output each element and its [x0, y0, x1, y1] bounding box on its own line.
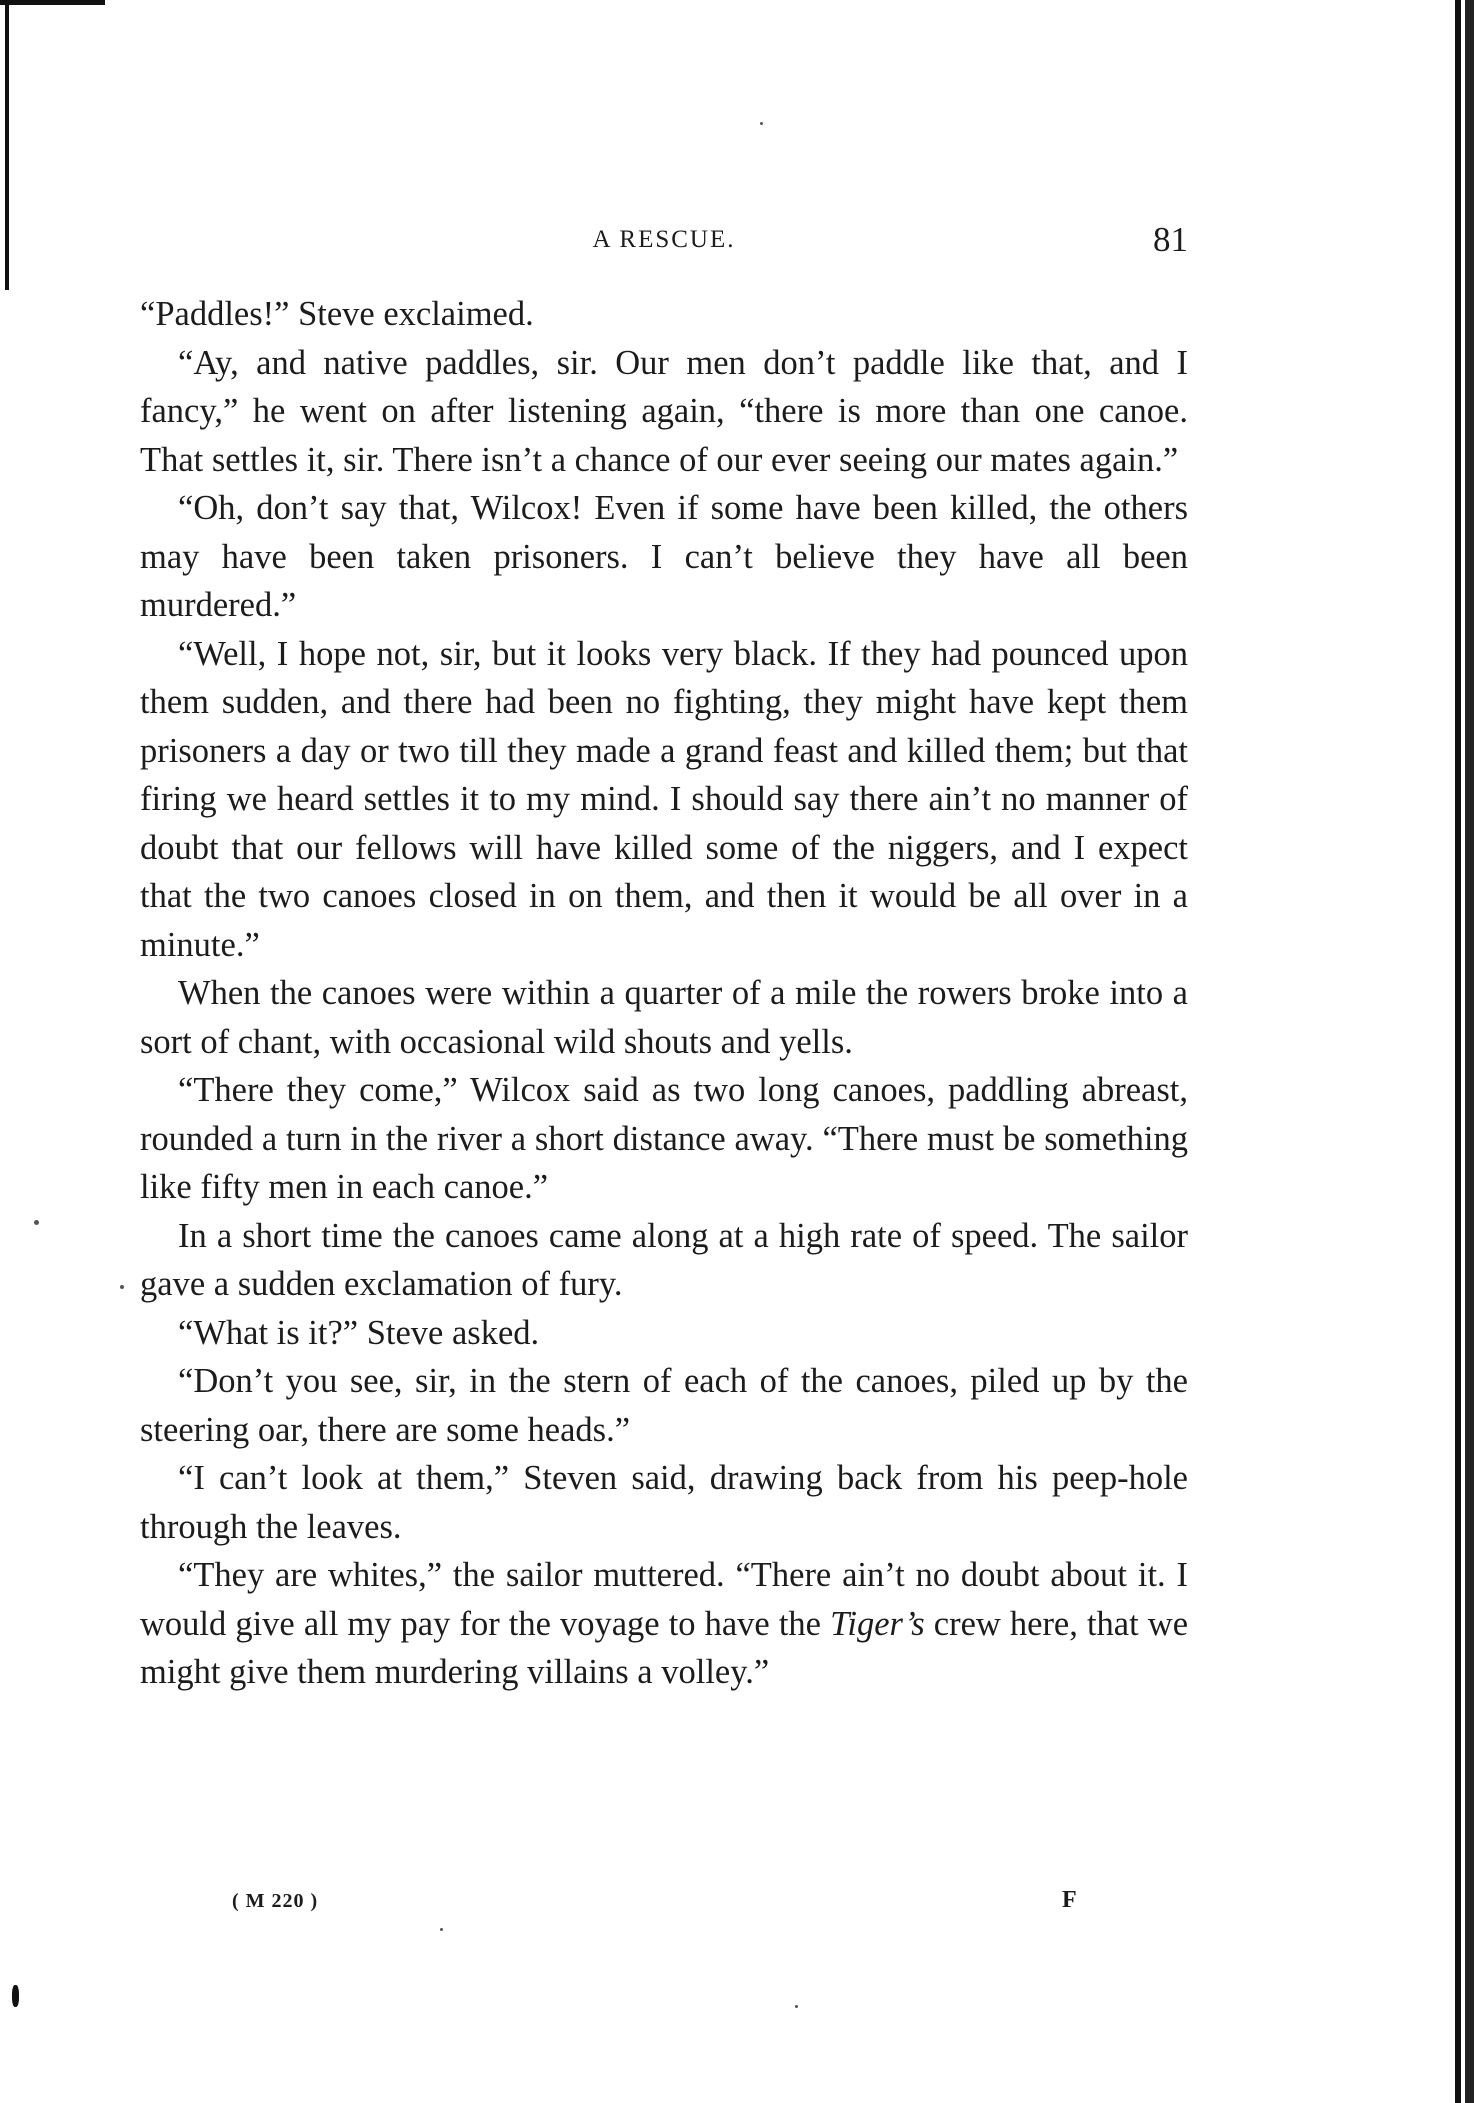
scan-speck	[34, 1220, 39, 1225]
body-text	[140, 290, 1188, 1697]
scan-border-right	[1452, 0, 1474, 2103]
ship-name: Tiger’s	[830, 1604, 925, 1643]
running-title: A RESCUE.	[592, 226, 736, 253]
scan-border-top	[0, 0, 105, 5]
scan-speck	[440, 1928, 443, 1931]
paragraph-last	[140, 1551, 1188, 1697]
page-number: 81	[1153, 220, 1188, 259]
paragraph: “What is it?” Steve asked.	[178, 1313, 540, 1352]
paragraph: “I can’t look at them,” Steven said, drawing back from his peep-hole through the leaves.	[140, 1459, 1188, 1546]
paragraph: “Ay, and native paddles, sir. Our men don’t paddle like that, and I fancy,” he went on after listening again, “there is more than one canoe. That settles it, sir. There isn’t a chance of our ever seeing our mates again.”	[140, 343, 1188, 479]
paragraph: When the canoes were within a quarter of a mile the rowers broke into a sort of chant, with occasional wild shouts and yells.	[140, 974, 1188, 1061]
paragraph: “Well, I hope not, sir, but it looks very black. If they had pounced upon them sudden, and there had been no fighting, they might have kept them prisoners a day or two till they made a grand feast and killed them; but that firing we heard settles it to my mind. I should say there ain’t no manner of doubt that our fellows will have killed some of the niggers, and I expect that the two canoes closed in on them, and then it would be all over in a minute.”	[140, 634, 1188, 964]
scan-border-left	[5, 0, 9, 290]
signature-letter: F	[1062, 1887, 1077, 1913]
text-span: crew here, that we might give them murdering villains a volley.”	[140, 1604, 1189, 1691]
paragraph: “Paddles!” Steve exclaimed.	[140, 295, 534, 333]
scan-speck	[795, 2005, 798, 2008]
text-span: “They are whites,” the sailor muttered. “There ain’t no doubt about it. I would give all my pay for the voyage to have the	[140, 1556, 1188, 1643]
scan-speck	[760, 122, 763, 125]
paragraph: “Oh, don’t say that, Wilcox! Even if some have been killed, the others may have been taken prisoners. I can’t believe they have all been murdered.”	[140, 489, 1188, 624]
scan-speck	[12, 1985, 19, 2007]
running-head	[140, 220, 1188, 264]
paragraph: “Don’t you see, sir, in the stern of each of the canoes, piled up by the steering oar, there are some heads.”	[140, 1362, 1188, 1449]
scan-speck	[120, 1285, 124, 1289]
paragraph: In a short time the canoes came along at a high rate of speed. The sailor gave a sudden exclamation of fury.	[140, 1216, 1188, 1303]
paragraph: “There they come,” Wilcox said as two long canoes, paddling abreast, rounded a turn in the river a short distance away. “There must be something like fifty men in each canoe.”	[140, 1071, 1188, 1206]
signature-mark: ( M 220 )	[232, 1890, 319, 1912]
